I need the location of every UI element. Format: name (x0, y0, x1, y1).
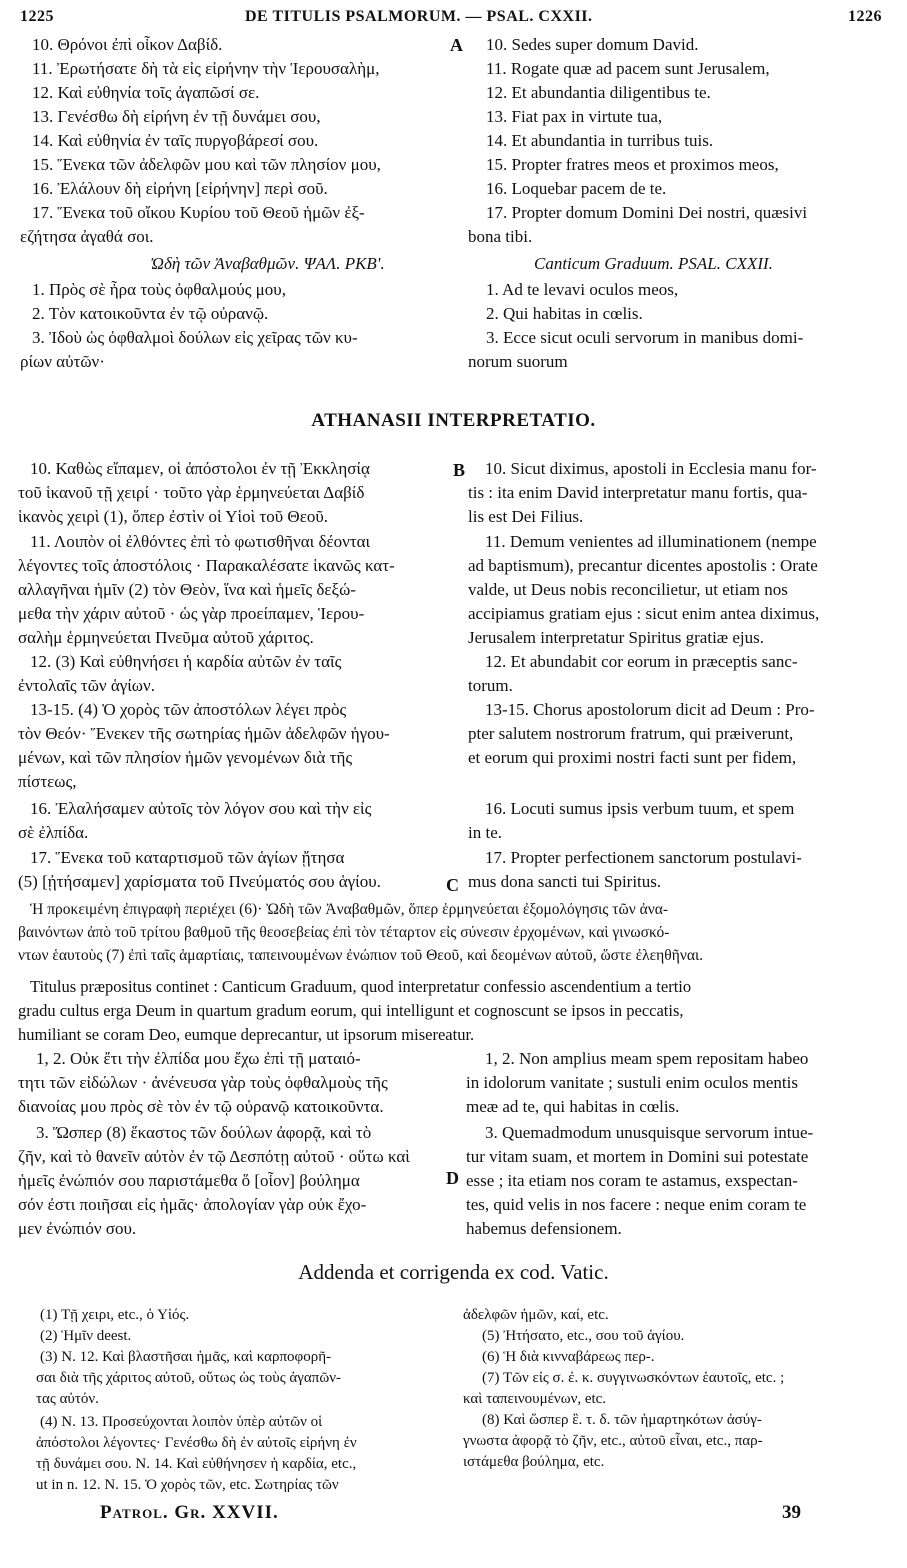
text-line: 1. Πρὸς σὲ ἦρα τοὺς ὀφθαλμούς μου, (32, 280, 286, 299)
text-line: 13. Γενέσθω δὴ εἰρήνη ἐν τῇ δυνάμει σου, (32, 107, 321, 126)
section-title: ATHANASII INTERPRETATIO. (311, 410, 596, 431)
text-line: lis est Dei Filius. (468, 507, 584, 526)
text-line: σαλὴμ ἑρμηνεύεται Πνεῦμα αὐτοῦ χάριτος. (18, 628, 314, 647)
text-line: 11. Ἐρωτήσατε δὴ τὰ εἰς εἰρήνην τὴν Ἱερουσαλὴμ, (32, 59, 380, 78)
footer-sheet-number: 39 (782, 1502, 801, 1523)
text-line: 10. Sicut diximus, apostoli in Ecclesia manu for- (485, 459, 817, 478)
text-line: ἐντολαῖς τῶν ἁγίων. (18, 676, 155, 695)
text-line: 16. Loquebar pacem de te. (486, 179, 667, 198)
footnote-line: ut in n. 12. N. 15. Ὁ χορὸς τῶν, etc. Σωτηρίας τῶν (36, 1477, 339, 1493)
margin-letter-a: A (450, 35, 463, 55)
text-line: 17. Propter domum Domini Dei nostri, quæsivi (486, 203, 808, 222)
text-line: valde, ut Deus nobis reconcilietur, ut etiam nos (468, 580, 788, 599)
text-line: διανοίας μου πρὸς σὲ τὸν ἐν τῷ οὐρανῷ κατοικοῦντα. (18, 1097, 384, 1116)
text-line: 15. Ἕνεκα τῶν ἀδελφῶν μου καὶ τῶν πλησίον μου, (32, 155, 381, 174)
footnote-line: (7) Τῶν εἰς σ. ἐ. κ. συγγινωσκόντων ἑαυτοῖς, etc. ; (482, 1370, 785, 1386)
text-line: 15. Propter fratres meos et proximos meos, (486, 155, 779, 174)
text-line: esse ; ita etiam nos coram te astamus, exspectan- (466, 1171, 798, 1190)
text-line: ζῆν, καὶ τὸ θανεῖν αὐτὸν ἐν τῷ Δεσπότῃ αὐτοῦ · οὕτω καὶ (18, 1147, 410, 1166)
text-line: Titulus præpositus continet : Canticum Graduum, quod interpretatur confessio ascendentium a tertio (30, 977, 692, 996)
footnote-line: (5) Ἠτήσατο, etc., σου τοῦ ἁγίου. (482, 1328, 685, 1344)
text-line: 1, 2. Non amplius meam spem repositam habeo (485, 1049, 809, 1068)
text-line: 10. Sedes super domum David. (486, 35, 699, 54)
text-line: 3. Quemadmodum unusquisque servorum intue- (485, 1123, 814, 1142)
page-number-right: 1226 (848, 8, 882, 25)
footnote-line: (4) N. 13. Προσεύχονται λοιπὸν ὑπὲρ αὐτῶν οἱ (40, 1414, 323, 1430)
text-line: 11. Rogate quæ ad pacem sunt Jerusalem, (486, 59, 770, 78)
text-line: 11. Demum venientes ad illuminationem (nempe (485, 532, 817, 551)
text-line: 2. Τὸν κατοικοῦντα ἐν τῷ οὐρανῷ. (32, 304, 269, 323)
text-line: 17. Ἕνεκα τοῦ οἴκου Κυρίου τοῦ Θεοῦ ἡμῶν ἐξ- (32, 203, 365, 222)
text-line: 14. Et abundantia in turribus tuis. (486, 131, 714, 150)
text-line: μεθα τὴν χάριν αὐτοῦ · ὡς γὰρ προείπαμεν, Ἱερου- (18, 604, 365, 623)
text-line: σὲ ἐλπίδα. (18, 823, 89, 842)
text-line: 1, 2. Οὐκ ἔτι τὴν ἐλπίδα μου ἔχω ἐπὶ τῇ ματαιό- (36, 1049, 361, 1068)
footnote-line: ἀπόστολοι λέγοντες· Γενέσθω δὴ ἐν αὐτοῖς εἰρήνη ἐν (36, 1435, 357, 1451)
text-line: habemus defensionem. (466, 1219, 622, 1238)
footnote-line: (8) Καὶ ὥσπερ ἓ. τ. δ. τῶν ἡμαρτηκότων ἀσύγ- (482, 1412, 762, 1428)
text-line: 1. Ad te levavi oculos meos, (486, 280, 679, 299)
text-line: 14. Καὶ εὐθηνία ἐν ταῖς πυργοβάρεσί σου. (32, 131, 319, 150)
text-line: αλλαγῆναι ἡμῖν (2) τὸν Θεὸν, ἵνα καὶ ἡμεῖς δεξώ- (18, 580, 356, 599)
text-line: 3. Ἰδοὺ ὡς ὀφθαλμοὶ δούλων εἰς χεῖρας τῶν κυ- (32, 328, 358, 347)
footnote-line: σαι διὰ τῆς χάριτος αὐτοῦ, οὕτως ὡς τοὺς ἀγαπῶν- (36, 1370, 341, 1386)
text-line: 13-15. (4) Ὁ χορὸς τῶν ἀποστόλων λέγει πρὸς (30, 700, 347, 719)
footnote-line: ιστάμεθα βούλημα, etc. (463, 1454, 605, 1470)
text-line: 11. Λοιπὸν οἱ ἐλθόντες ἐπὶ τὸ φωτισθῆναι δέονται (30, 532, 371, 551)
text-line: 16. Locuti sumus ipsis verbum tuum, et spem (485, 799, 795, 818)
text-line: 12. Et abundabit cor eorum in præceptis sanc- (485, 652, 798, 671)
margin-letter-c: C (446, 875, 459, 895)
text-line: πίστεως, (18, 772, 77, 791)
text-line: meæ ad te, qui habitas in cœlis. (466, 1097, 680, 1116)
footnote-line: (1) Τῇ χειρι, etc., ὁ Υἱός. (40, 1307, 190, 1323)
text-line: tur vitam suam, et mortem in Domini sui potestate (466, 1147, 809, 1166)
text-line: 17. Ἕνεκα τοῦ καταρτισμοῦ τῶν ἁγίων ᾔτησα (30, 848, 345, 867)
footnote-line: ἀδελφῶν ἡμῶν, καί, etc. (463, 1307, 609, 1323)
page-number-left: 1225 (20, 8, 54, 25)
text-line: in te. (468, 823, 502, 842)
margin-letter-d: D (446, 1168, 459, 1188)
text-line: μένων, καὶ τῶν πλησίον ἡμῶν γενομένων διὰ τῆς (18, 748, 353, 767)
text-line: ad baptismum), precantur dicentes apostolis : Orate (468, 556, 818, 575)
psalm-heading-latin: Canticum Graduum. PSAL. CXXII. (534, 254, 773, 273)
text-line: pter salutem nostrorum fratrum, qui præiverunt, (468, 724, 794, 743)
text-line: 12. (3) Καὶ εὐθηνήσει ἡ καρδία αὐτῶν ἐν ταῖς (30, 652, 342, 671)
running-title: DE TITULIS PSALMORUM. — PSAL. CXXII. (245, 8, 593, 25)
psalm-heading-greek: Ὠδὴ τῶν Ἀναβαθμῶν. ΨΑΛ. ΡΚΒʹ. (150, 254, 385, 273)
footnote-line: (2) Ἡμῖν deest. (40, 1328, 132, 1344)
text-line: 10. Θρόνοι ἐπὶ οἶκον Δαβίδ. (32, 35, 223, 54)
footnote-line: τῇ δυνάμει σου. N. 14. Καὶ εὐθήνησεν ἡ καρδία, etc., (36, 1456, 357, 1472)
text-line: λέγοντες τοῖς ἀποστόλοις · Παρακαλέσατε ἱκανῶς κατ- (18, 556, 395, 575)
text-line: 2. Qui habitas in cœlis. (486, 304, 643, 323)
text-line: τοῦ ἱκανοῦ τῇ χειρί · τοῦτο γὰρ ἑρμηνεύεται Δαβίδ (18, 483, 365, 502)
text-line: 3. Ecce sicut oculi servorum in manibus domi- (486, 328, 804, 347)
text-line: 13. Fiat pax in virtute tua, (486, 107, 663, 126)
text-line: τητι τῶν εἰδώλων · ἀνένευσα γὰρ τοὺς ὀφθαλμοὺς τῆς (18, 1073, 388, 1092)
text-line: 17. Propter perfectionem sanctorum postulavi- (485, 848, 802, 867)
text-line: tis : ita enim David interpretatur manu fortis, qua- (468, 483, 808, 502)
footer-signature: Patrol. Gr. XXVII. (100, 1502, 279, 1523)
text-line: Ἡ προκειμένη ἐπιγραφὴ περιέχει (6)· Ὠδὴ τῶν Ἀναβαθμῶν, ὅπερ ἑρμηνεύεται ἐξομολόγησις τῶν ἀνα- (30, 901, 669, 918)
text-line: ἱκανὸς χειρὶ (1), ὅπερ ἐστὶν οἱ Υἱοὶ τοῦ Θεοῦ. (18, 507, 329, 526)
text-line: 12. Et abundantia diligentibus te. (486, 83, 711, 102)
text-line: 13-15. Chorus apostolorum dicit ad Deum : Pro- (485, 700, 815, 719)
text-line: βαινόντων ἀπὸ τοῦ τρίτου βαθμοῦ τῆς θεοσεβείας ἐπὶ τὸν τέταρτον εἰς σύνεσιν ἐρχομένων, καὶ γινωσκό- (18, 924, 670, 941)
text-line: μεν ἐνώπιόν σου. (18, 1219, 137, 1238)
text-line: εζήτησα ἀγαθά σοι. (20, 227, 154, 246)
text-line: in idolorum vanitate ; sustuli enim oculos mentis (466, 1073, 798, 1092)
text-line: norum suorum (468, 352, 568, 371)
footnote-line: τας αὐτόν. (36, 1391, 99, 1407)
text-line: σόν ἐστι ποιῆσαι εἰς ἡμᾶς· ἀπολογίαν γὰρ οὐκ ἔχο- (18, 1195, 367, 1214)
text-line: Jerusalem interpretatur Spiritus gratiæ ejus. (468, 628, 765, 647)
text-line: τὸν Θεόν· Ἕνεκεν τῆς σωτηρίας ἡμῶν ἀδελφῶν ἡγου- (18, 724, 390, 743)
addenda-title: Addenda et corrigenda ex cod. Vatic. (298, 1260, 609, 1284)
text-line: mus dona sancti tui Spiritus. (468, 872, 662, 891)
text-line: ἡμεῖς ἐνώπιόν σου παριστάμεθα ὅ [οἷον] βούλημα (18, 1171, 360, 1190)
text-line: 12. Καὶ εὐθηνία τοῖς ἀγαπῶσί σε. (32, 83, 260, 102)
text-line: ρίων αὐτῶν· (20, 352, 105, 371)
footnote-line: καὶ ταπεινουμένων, etc. (463, 1391, 607, 1407)
text-line: 16. Ἐλαλήσαμεν αὐτοῖς τὸν λόγον σου καὶ τὴν εἰς (30, 799, 372, 818)
text-line: et eorum qui proximi nostri facti sunt per fidem, (468, 748, 797, 767)
text-line: torum. (468, 676, 513, 695)
footnote-line: γνωστα ἀφορᾷ τὸ ζῆν, etc., αὐτοῦ εἶναι, etc., παρ- (463, 1433, 763, 1449)
text-line: accipiamus gratiam ejus : sicut enim antea diximus, (468, 604, 820, 623)
text-line: bona tibi. (468, 227, 533, 246)
footnote-line: (3) N. 12. Καὶ βλαστῆσαι ἡμᾶς, καὶ καρποφορῆ- (40, 1349, 332, 1365)
footnote-line: (6) Ἡ διὰ κινναβάρεως περ-. (482, 1349, 655, 1365)
text-line: humiliant se coram Deo, eumque deprecantur, ut ipsorum misereatur. (18, 1025, 475, 1044)
margin-letter-b: B (453, 460, 466, 480)
text-line: (5) [ᾐτήσαμεν] χαρίσματα τοῦ Πνεύματός σου ἁγίου. (18, 872, 381, 891)
text-line: ντων ἑαυτοὺς (7) ἐπὶ ταῖς ἁμαρτίαις, ταπεινουμένων ἐνώπιον τοῦ Θεοῦ, καὶ δεομένων αὐτοῦ, ὥστε ἐλεηθῆναι. (18, 947, 703, 964)
text-line: 3. Ὥσπερ (8) ἕκαστος τῶν δούλων ἀφορᾷ, καὶ τὸ (36, 1123, 372, 1142)
text-line: tes, quid velis in nos facere : neque enim coram te (466, 1195, 807, 1214)
text-line: gradu cultus erga Deum in quartum gradum eorum, qui intelligunt et cognoscunt se ipsos in peccatis, (18, 1001, 684, 1020)
text-line: 16. Ἐλάλουν δὴ εἰρήνη [εἰρήνην] περὶ σοῦ. (32, 179, 328, 198)
text-line: 10. Καθὼς εἴπαμεν, οἱ ἀπόστολοι ἐν τῇ Ἐκκλησίᾳ (30, 459, 370, 478)
